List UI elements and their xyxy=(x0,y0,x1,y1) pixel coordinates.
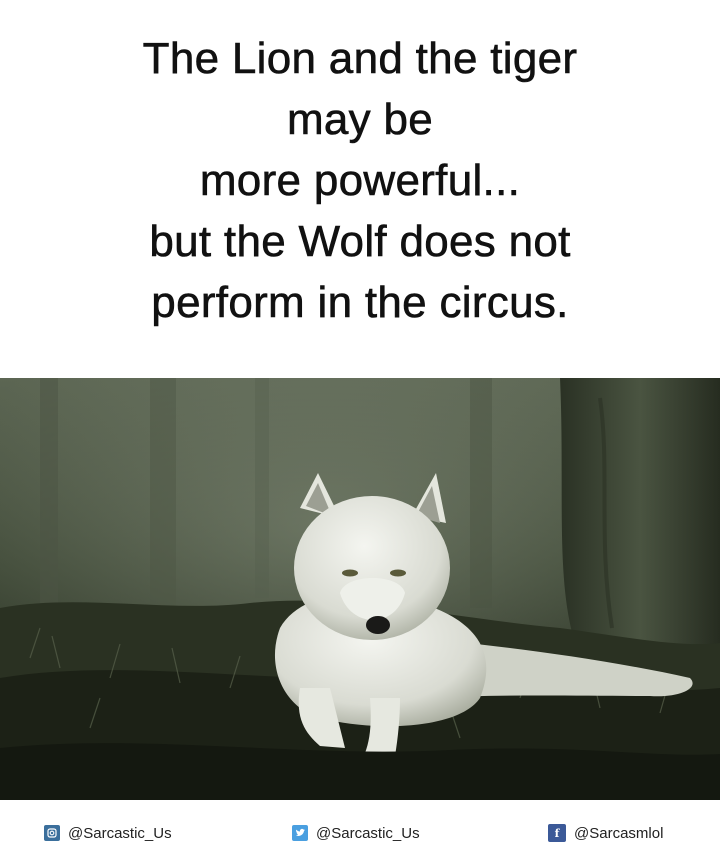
twitter-handle[interactable] xyxy=(292,822,420,844)
facebook-handle-text: @Sarcasmlol xyxy=(574,824,664,842)
social-footer xyxy=(0,800,720,864)
quote-line-1: The Lion and the tiger xyxy=(142,34,578,83)
quote-line-3: more powerful... xyxy=(199,156,521,205)
facebook-icon: f xyxy=(548,824,566,842)
twitter-handle-text: @Sarcastic_Us xyxy=(316,824,420,842)
quote-line-5: perform in the circus. xyxy=(151,278,569,327)
wolf-photo xyxy=(0,378,720,800)
facebook-handle[interactable] xyxy=(548,822,663,844)
quote-line-4: but the Wolf does not xyxy=(149,217,571,266)
quote-line-2: may be xyxy=(286,95,434,144)
quote-text xyxy=(0,28,720,333)
instagram-handle[interactable] xyxy=(44,822,172,844)
twitter-icon xyxy=(292,825,308,841)
instagram-icon xyxy=(44,825,60,841)
instagram-handle-text: @Sarcastic_Us xyxy=(68,824,172,842)
